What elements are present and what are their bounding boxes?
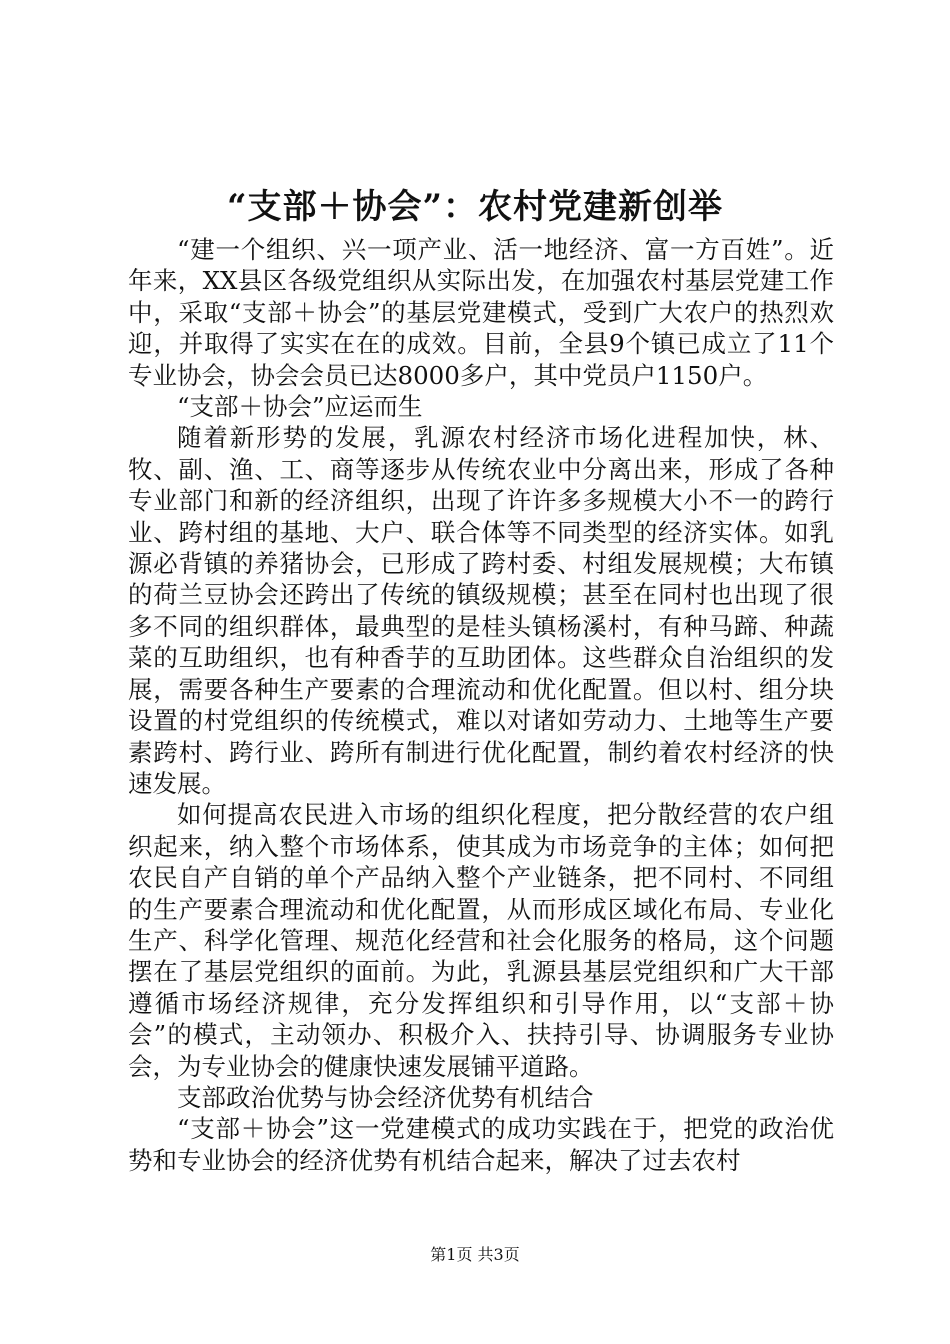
paragraph-question: 如何提高农民进入市场的组织化程度，把分散经营的农户组织起来，纳入整个市场体系，使其成为市场竞争的主体；如何把农民自产自销的单个产品纳入整个产业链条，把不同村、不同组的生产要素合理流动和优化配置，从而形成区域化布局、专业化生产、科学化管理、规范化经营和社会化服务的格局，这个问题摆在了基层党组织的面前。为此，乳源县基层党组织和广大干部遵循市场经济规律，充分发挥组织和引导作用，以“支部＋协会”的模式，主动领办、积极介入、扶持引导、协调服务专业协会，为专业协会的健康快速发展铺平道路。 [128, 800, 834, 1081]
paragraph-intro: “建一个组织、兴一项产业、活一地经济、富一方百姓”。近年来，XX县区各级党组织从实际出发，在加强农村基层党建工作中，采取“支部＋协会”的基层党建模式，受到广大农户的热烈欢迎，并取得了实实在在的成效。目前，全县9个镇已成立了11个专业协会，协会会员已达8000多户，其中党员户1150户。 [128, 235, 834, 390]
section-heading-1: “支部＋协会”应运而生 [177, 392, 423, 422]
paragraph-background: 随着新形势的发展，乳源农村经济市场化进程加快，林、牧、副、渔、工、商等逐步从传统农业中分离出来，形成了各种专业部门和新的经济组织，出现了许许多多规模大小不一的跨行业、跨村组的基地、大户、联合体等不同类型的经济实体。如乳源必背镇的养猪协会，已形成了跨村委、村组发展规模；大布镇的荷兰豆协会还跨出了传统的镇级规模；甚至在同村也出现了很多不同的组织群体，最典型的是桂头镇杨溪村，有种马蹄、种蔬菜的互助组织，也有种香芋的互助团体。这些群众自治组织的发展，需要各种生产要素的合理流动和优化配置。但以村、组分块设置的村党组织的传统模式，难以对诸如劳动力、土地等生产要素跨村、跨行业、跨所有制进行优化配置，制约着农村经济的快速发展。 [128, 423, 834, 798]
document-body [128, 234, 834, 1176]
document-title: “支部＋协会”：农村党建新创举 [226, 187, 724, 227]
page-footer: 第1页 共3页 [430, 1245, 520, 1264]
section-heading-2: 支部政治优势与协会经济优势有机结合 [177, 1082, 594, 1112]
paragraph-practice: “支部＋协会”这一党建模式的成功实践在于，把党的政治优势和专业协会的经济优势有机结合起来，解决了过去农村 [128, 1114, 834, 1175]
